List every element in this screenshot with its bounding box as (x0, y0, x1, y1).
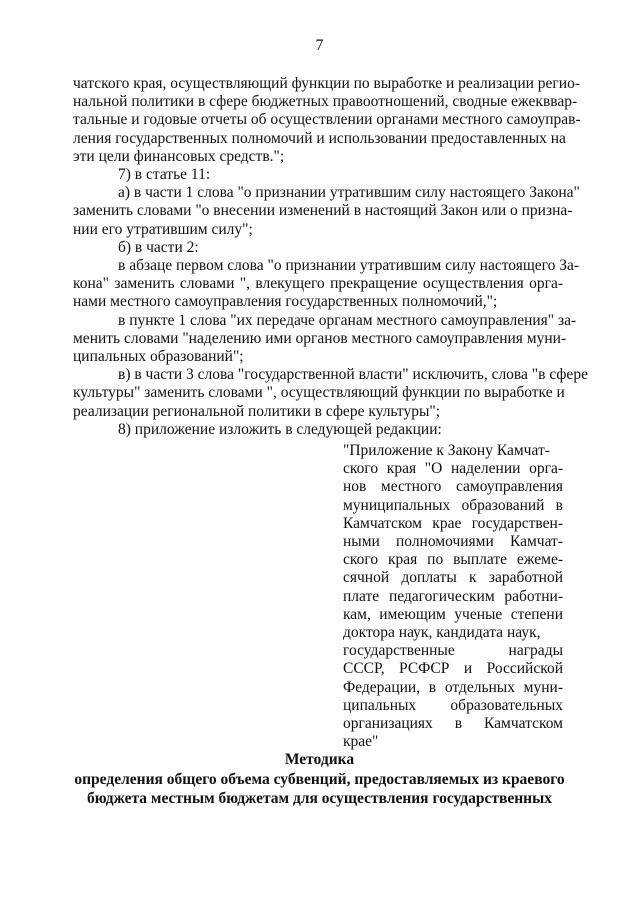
methodology-title: Методика (284, 751, 355, 768)
appendix-line: крае" (343, 733, 379, 751)
appendix-line: плате педагогическим работни- (343, 587, 563, 605)
body-line: культуры" заменить словами ", осуществляющий функции по выработке и (73, 384, 565, 402)
body-line: чатского края, осуществляющий функции по выработке и реализации регио- (73, 75, 580, 92)
body-line: тальные и годовые отчеты об осуществлении органами местного самоуправ- (73, 111, 581, 129)
body-line: нии его утратившим силу"; (73, 220, 253, 238)
body-line: 8) приложение изложить в следующей редакции: (118, 420, 442, 438)
body-line: нами местного самоуправления государственных полномочий,"; (73, 293, 498, 311)
appendix-line: ными полномочиями Камчат- (343, 533, 563, 551)
appendix-line: сячной доплаты к заработной (343, 569, 563, 587)
appendix-line: доктора наук, кандидата наук, (343, 624, 541, 642)
body-line: менить словами "наделению ими органов местного самоуправления муни- (73, 329, 567, 347)
body-line: ципальных образований"; (73, 348, 244, 366)
body-line: б) в части 2: (118, 238, 199, 256)
body-line: в пункте 1 слова "их передаче органам местного самоуправления" за- (118, 311, 577, 329)
body-line: кона" заменить словами ", влекущего прекращение осуществления орга- (73, 275, 563, 293)
body-line: нальной политики в сфере бюджетных правоотношений, сводные ежекввар- (73, 93, 578, 111)
appendix-line: Камчатском крае государствен- (343, 514, 563, 532)
methodology-subtitle-line-2: бюджета местным бюджетам для осуществления государственных (87, 790, 552, 807)
appendix-line: "Приложение к Закону Камчат- (343, 442, 550, 459)
appendix-line: ского края "О наделении орга- (343, 460, 563, 478)
body-line: в) в части 3 слова "государственной власти" исключить, слова "в сфере (118, 366, 588, 384)
appendix-line: кам, имеющим ученые степени (343, 605, 563, 623)
body-line: эти цели финансовых средств."; (73, 147, 285, 165)
appendix-line: СССР, РСФСР и Российской (343, 660, 563, 678)
appendix-line: муниципальных образований в (343, 496, 563, 514)
appendix-line: ципальных образовательных (343, 696, 563, 714)
appendix-line: нов местного самоуправления (343, 478, 563, 496)
body-line: реализации региональной политики в сфере культуры"; (73, 402, 441, 420)
appendix-line: ского края по выплате ежеме- (343, 551, 563, 569)
body-line: 7) в статье 11: (118, 166, 211, 184)
methodology-subtitle-line-1: определения общего объема субвенций, предоставляемых из краевого (74, 771, 565, 788)
appendix-line: организациях в Камчатском (343, 715, 563, 733)
appendix-block (343, 442, 563, 751)
body-line: в абзаце первом слова "о признании утратившим силу настоящего За- (118, 257, 580, 275)
appendix-line: государственные награды (343, 642, 563, 660)
body-line: заменить словами "о внесении изменений в настоящий Закон или о призна- (73, 202, 573, 220)
body-line: а) в части 1 слова "о признании утратившим силу настоящего Закона" (118, 184, 580, 202)
appendix-line: Федерации, в отдельных муни- (343, 678, 563, 696)
page-number: 7 (315, 37, 324, 54)
body-line: ления государственных полномочий и использовании предоставленных на (73, 129, 566, 147)
body-text (73, 75, 588, 439)
